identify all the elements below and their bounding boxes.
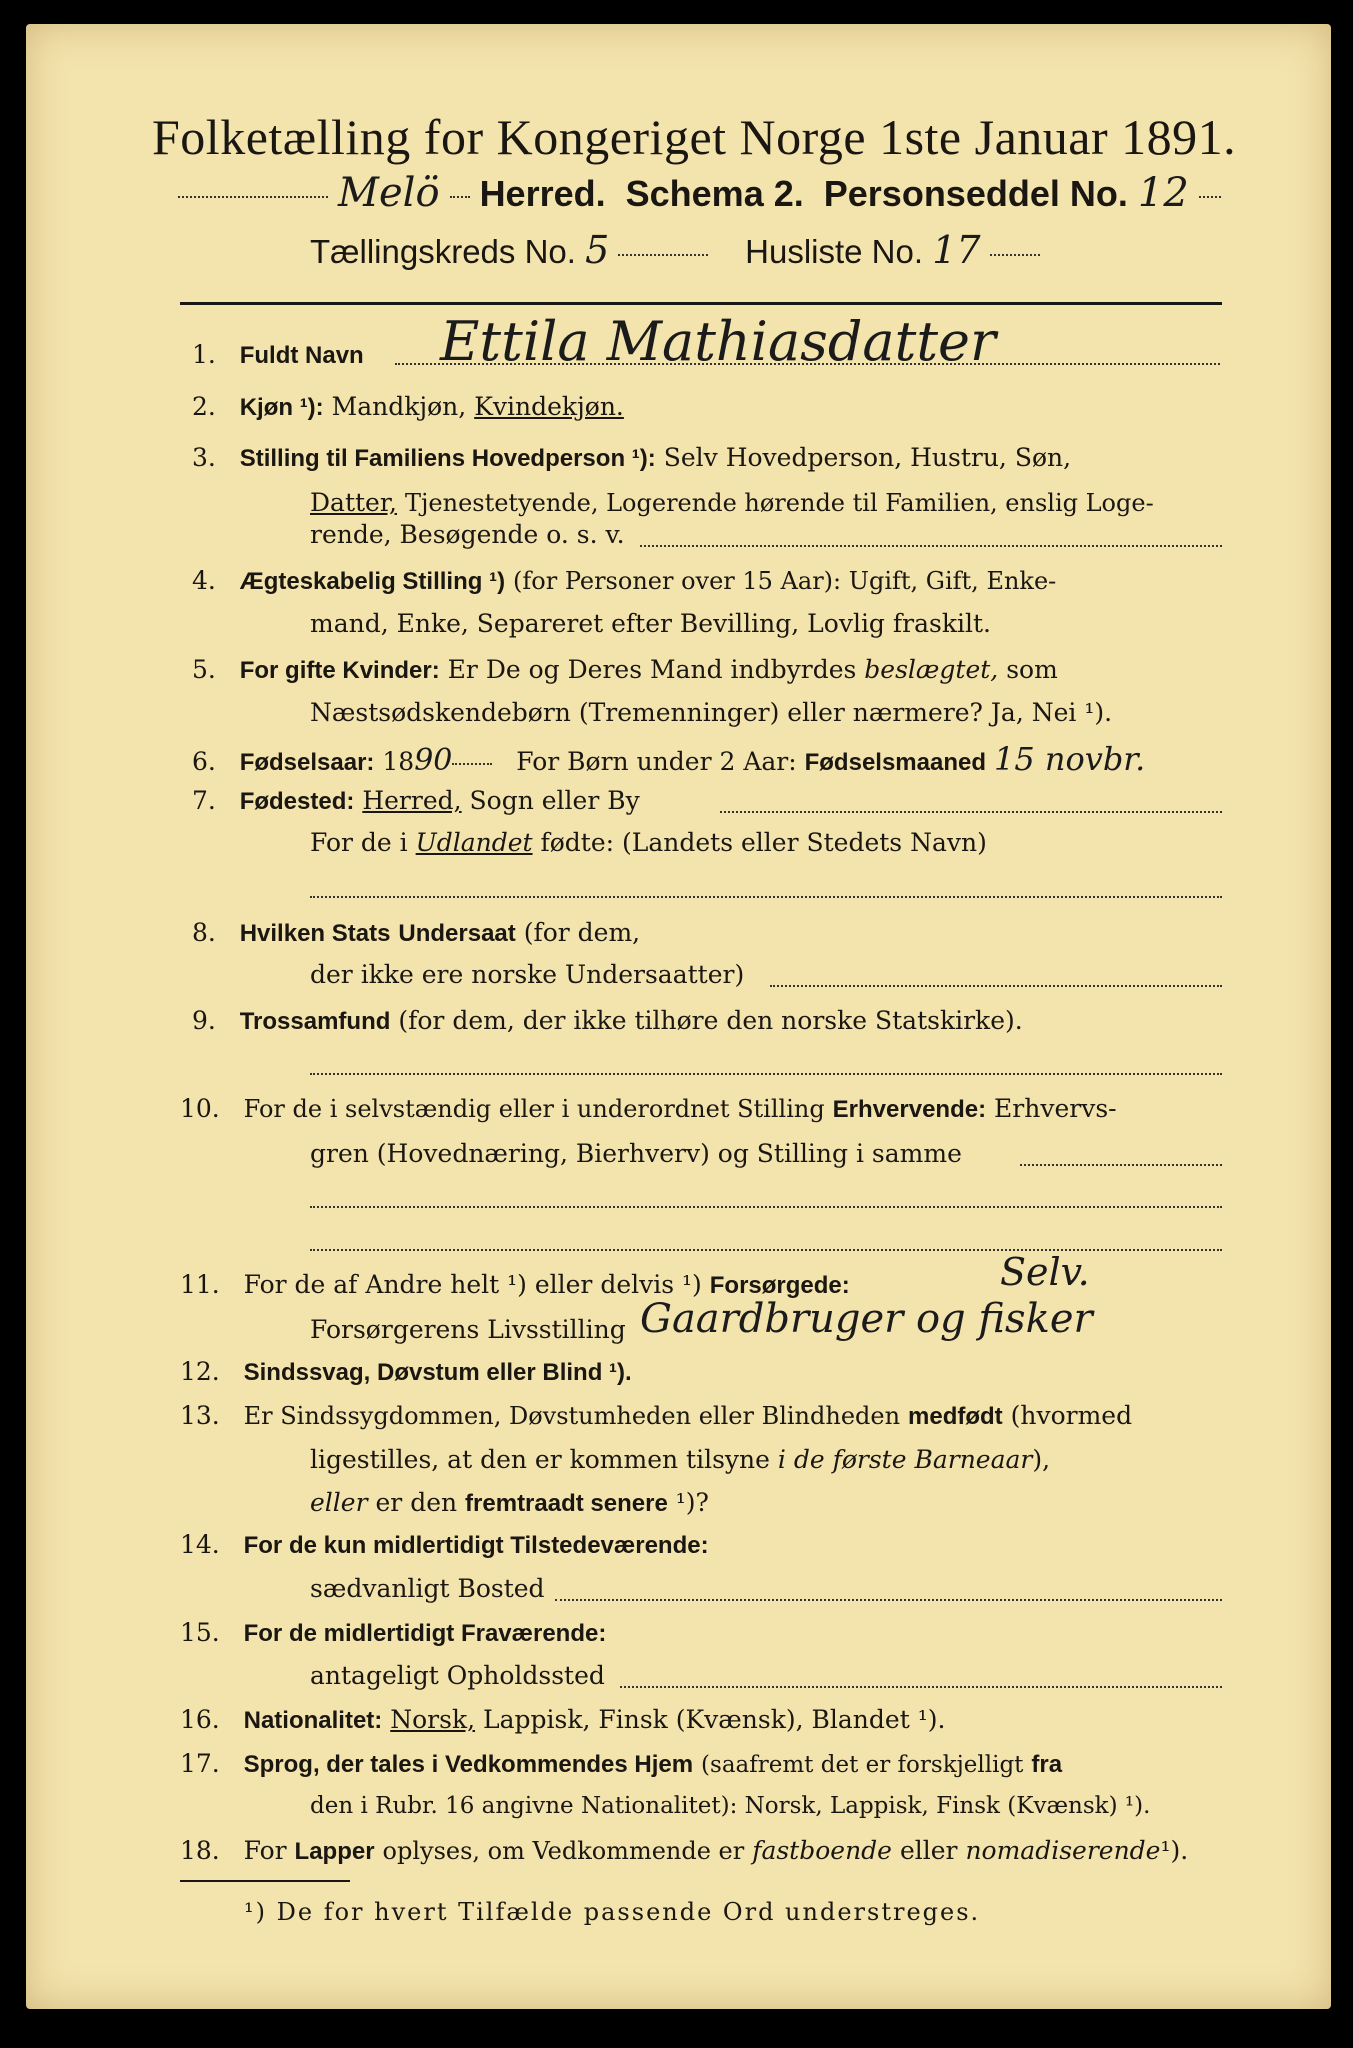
- item-4-text1: (for Personer over 15 Aar): Ugift, Gift, Enke-: [513, 567, 1057, 595]
- item-4-line2: [310, 609, 991, 638]
- item-13-text3b: ¹)?: [675, 1488, 709, 1517]
- item-5-label: For gifte Kvinder:: [239, 657, 440, 684]
- item-4-num: 4.: [192, 566, 216, 595]
- item-11-text1a: For de af Andre helt ¹) eller delvis ¹): [243, 1270, 702, 1299]
- item-13-line2: [310, 1445, 1050, 1474]
- item-13-text2b: ),: [1032, 1445, 1051, 1474]
- item-9-num: 9.: [192, 1006, 216, 1035]
- item-13-text1b: (hvormed: [1010, 1401, 1133, 1430]
- schema-label: Schema 2.: [625, 173, 804, 214]
- item-17-label: Sprog, der tales i Vedkommendes Hjem: [243, 1751, 694, 1778]
- kreds-label: Tællingskreds No.: [310, 233, 576, 270]
- item-8-num: 8.: [192, 918, 216, 947]
- item-11-value2: Gaardbruger og fisker: [640, 1296, 1093, 1342]
- item-13-text2a: ligestilles, at den er kommen tilsyne: [310, 1445, 770, 1474]
- form-title: Folketælling for Kongeriget Norge 1ste Januar 1891.: [152, 109, 1237, 165]
- item-6-text: For Børn under 2 Aar:: [516, 747, 797, 776]
- husliste-label: Husliste No.: [745, 233, 924, 270]
- item-3-text2: Tjenestetyende, Logerende hørende til Familien, enslig Loge-: [404, 489, 1154, 517]
- personseddel-value: 12: [1137, 170, 1189, 216]
- item-7-text1: Sogn eller By: [469, 786, 640, 815]
- item-13-label: medfødt: [908, 1403, 1003, 1430]
- item-16-label: Nationalitet:: [243, 1707, 383, 1734]
- item-9-dots: [310, 1072, 1222, 1075]
- item-16: [180, 1705, 945, 1735]
- item-7-selected: Herred,: [362, 786, 462, 815]
- item-10-line2: [310, 1139, 962, 1168]
- kreds-value: 5: [585, 228, 610, 272]
- item-18-num: 18.: [180, 1836, 220, 1865]
- item-2-selected: Kvindekjøn.: [474, 392, 624, 421]
- item-6-month-value: 15 novbr.: [993, 740, 1146, 778]
- item-2: [192, 392, 624, 422]
- item-2-num: 2.: [192, 392, 216, 421]
- item-3: [192, 443, 1071, 473]
- item-14-dots: [555, 1598, 1222, 1601]
- item-16-num: 16.: [180, 1705, 220, 1734]
- item-13-num: 13.: [180, 1401, 220, 1430]
- item-7-text2a: For de i: [310, 828, 408, 857]
- item-7-italic: Udlandet: [415, 828, 533, 857]
- item-14-text: sædvanligt Bosted: [310, 1574, 545, 1603]
- item-18-text1a: For: [243, 1836, 287, 1865]
- item-11-num: 11.: [180, 1270, 220, 1299]
- item-10: [180, 1094, 1117, 1124]
- item-8-line2: [310, 960, 744, 989]
- item-12: [180, 1357, 632, 1387]
- item-13-line3: [310, 1488, 709, 1518]
- item-5: [192, 655, 1058, 685]
- herred-value: Melö: [338, 170, 440, 216]
- item-10-text2: gren (Hovednæring, Bierhverv) og Stilling i samme: [310, 1139, 962, 1168]
- item-3-line3: [310, 520, 625, 549]
- item-10-label: Erhvervende:: [832, 1096, 987, 1123]
- item-8-text1: (for dem,: [523, 918, 641, 947]
- item-3-text3: rende, Besøgende o. s. v.: [310, 520, 625, 549]
- item-1-label: Fuldt Navn: [239, 342, 364, 369]
- item-9-text: (for dem, der ikke tilhøre den norske Statskirke).: [398, 1006, 1023, 1035]
- item-5-text1: Er De og Deres Mand indbyrdes: [447, 655, 857, 684]
- item-11-text2: Forsørgerens Livsstilling: [310, 1315, 626, 1344]
- item-5-italic: beslægtet,: [864, 655, 999, 684]
- item-1-value: Ettila Mathiasdatter: [440, 310, 996, 373]
- item-3-selected: Datter,: [310, 488, 397, 517]
- footnote-rule: [180, 1880, 350, 1882]
- item-14: [180, 1530, 709, 1560]
- item-15-num: 15.: [180, 1618, 220, 1647]
- item-11-value1: Selv.: [1000, 1250, 1090, 1294]
- item-6: [192, 740, 1145, 778]
- item-17-text2: den i Rubr. 16 angivne Nationalitet): Norsk, Lappisk, Finsk (Kvænsk) ¹).: [310, 1793, 1151, 1819]
- item-16-selected: Norsk,: [390, 1705, 476, 1734]
- item-18-text1c: eller: [899, 1836, 958, 1865]
- item-12-num: 12.: [180, 1357, 220, 1386]
- item-18-text1b: oplyses, om Vedkommende er: [382, 1837, 745, 1865]
- item-9-label: Trossamfund: [239, 1008, 391, 1035]
- item-13: [180, 1401, 1132, 1431]
- item-17-line2: [310, 1793, 1150, 1819]
- item-7-label: Fødested:: [239, 788, 355, 815]
- item-15-line2: [310, 1661, 605, 1690]
- item-7-line2: [310, 828, 987, 857]
- item-7: [192, 786, 640, 816]
- item-18-label: Lapper: [294, 1838, 375, 1865]
- item-6-year-prefix: 18: [382, 747, 415, 776]
- item-6-num: 6.: [192, 747, 216, 776]
- item-2-label: Kjøn ¹):: [239, 394, 324, 421]
- item-2-text: Mandkjøn,: [331, 392, 467, 421]
- item-11-line2: [310, 1315, 626, 1344]
- item-8-dots: [770, 984, 1222, 987]
- item-10-dots1: [1020, 1163, 1222, 1166]
- item-17-num: 17.: [180, 1749, 220, 1778]
- item-14-line2: [310, 1574, 545, 1603]
- header-rule: [180, 302, 1222, 305]
- husliste-value: 17: [932, 228, 981, 272]
- item-10-num: 10.: [180, 1094, 220, 1123]
- item-15-text: antageligt Opholdssted: [310, 1661, 605, 1690]
- item-9: [192, 1006, 1023, 1036]
- item-13-text1a: Er Sindssygdommen, Døvstumheden eller Blindheden: [243, 1402, 901, 1430]
- item-8-label: Hvilken Stats: [239, 920, 391, 947]
- item-3-line2: [310, 488, 1154, 517]
- item-15-label: For de midlertidigt Fraværende:: [243, 1620, 607, 1647]
- item-6-year-value: 90: [414, 743, 453, 778]
- item-18-italic1: fastboende: [752, 1836, 892, 1865]
- item-18: [180, 1836, 1188, 1866]
- item-10-text1a: For de i selvstændig eller i underordnet Stilling: [243, 1095, 825, 1123]
- item-15: [180, 1618, 606, 1648]
- item-14-label: For de kun midlertidigt Tilstedeværende:: [243, 1532, 709, 1559]
- item-16-text: Lappisk, Finsk (Kvænsk), Blandet ¹).: [483, 1705, 946, 1734]
- item-4-text2: mand, Enke, Separeret efter Bevilling, Lovlig fraskilt.: [310, 609, 991, 638]
- item-1: [192, 340, 364, 370]
- item-17-text1: (saafremt det er forskjelligt: [701, 1752, 1024, 1778]
- item-10-text1b: Erhvervs-: [994, 1094, 1117, 1123]
- item-1-num: 1.: [192, 340, 216, 369]
- item-4: [192, 566, 1056, 596]
- item-13-text3a: er den: [375, 1488, 458, 1517]
- item-7-num: 7.: [192, 786, 216, 815]
- item-6-label: Fødselsaar:: [239, 749, 375, 776]
- item-5-text1-end: som: [1006, 655, 1058, 684]
- footnote: ¹) De for hvert Tilfælde passende Ord understreges.: [244, 1898, 981, 1926]
- item-3-label: Stilling til Familiens Hovedperson ¹):: [239, 445, 656, 472]
- item-14-num: 14.: [180, 1530, 220, 1559]
- item-3-num: 3.: [192, 443, 216, 472]
- item-18-text1d: ¹).: [1160, 1836, 1189, 1865]
- item-8-label-b: Undersaat: [398, 920, 516, 947]
- item-18-italic2: nomadiserende: [965, 1836, 1161, 1865]
- item-3-text1: Selv Hovedperson, Hustru, Søn,: [663, 443, 1072, 472]
- herred-line: [178, 170, 1221, 216]
- item-7-dots: [720, 810, 1222, 813]
- item-6-label2: Fødselsmaaned: [804, 749, 987, 776]
- item-7-text2b: fødte: (Landets eller Stedets Navn): [540, 828, 987, 857]
- herred-label: Herred.: [479, 173, 606, 214]
- item-13-italic2: eller: [310, 1488, 368, 1517]
- item-17: [180, 1749, 1062, 1779]
- item-12-label: Sindssvag, Døvstum eller Blind ¹).: [243, 1359, 632, 1386]
- item-13-italic: i de første Barneaar: [777, 1445, 1033, 1474]
- item-10-dots2: [310, 1205, 1222, 1208]
- kreds-line: [310, 228, 1040, 272]
- item-4-label: Ægteskabelig Stilling ¹): [239, 568, 506, 595]
- item-15-dots: [620, 1685, 1222, 1688]
- item-3-dots: [640, 544, 1222, 547]
- item-11-label: Forsørgede:: [709, 1272, 850, 1299]
- item-8: [192, 918, 640, 948]
- item-5-num: 5.: [192, 655, 216, 684]
- item-5-line2: [310, 698, 1112, 727]
- item-13-label3: fremtraadt senere: [465, 1490, 668, 1517]
- item-8-text2: der ikke ere norske Undersaatter): [310, 960, 745, 989]
- item-17-text1-b: fra: [1031, 1751, 1063, 1778]
- personseddel-label: Personseddel No.: [823, 173, 1128, 214]
- item-5-text2: Næstsødskendebørn (Tremenninger) eller nærmere? Ja, Nei ¹).: [310, 698, 1113, 727]
- item-7-dots2: [310, 895, 1222, 898]
